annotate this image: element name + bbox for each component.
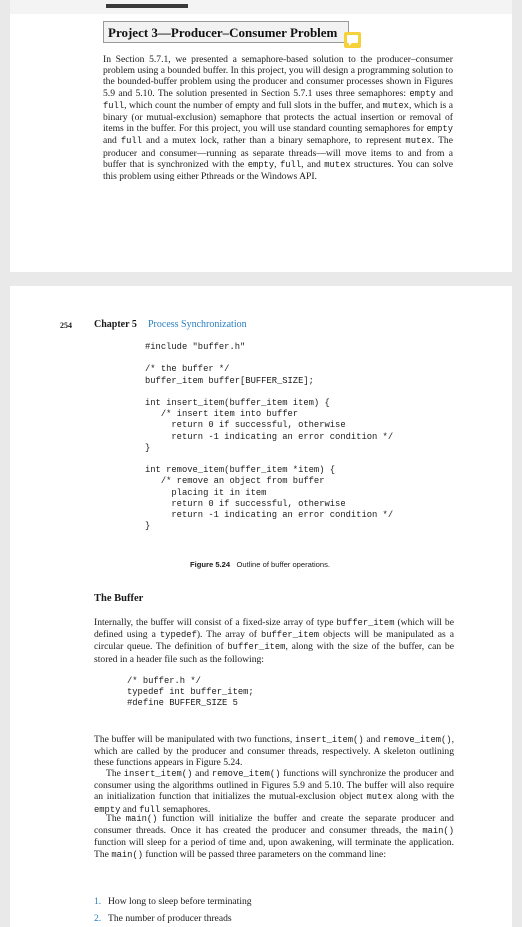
previous-content-band [10, 0, 512, 14]
inline-code: mutex [405, 136, 432, 147]
inline-code: remove_item() [382, 735, 452, 745]
section-heading: The Buffer [94, 593, 144, 604]
comment-icon[interactable] [344, 32, 361, 48]
paragraph-main-function: The main() function will initialize the buffer and create the separate producer and consumer threads. Once it has created the producer and consumer threads, the main() function will sleep for a period of time and, upon awakening, will terminate the application. The main() function will be passed three parameters on the command line: [94, 813, 454, 860]
inline-code: buffer_item [336, 618, 395, 628]
list-item: 2. The number of producer threads [94, 913, 232, 924]
project-description: In Section 5.7.1, we presented a semaphore-based solution to the producer–consumer problem using a bounded buffer. In this project, you will design a programming solution to the bounded-buffer problem using the producer and consumer processes shown in Figures 5.9 and 5.10. The solution presented in Section 5.7.1 uses three semaphores: empty and full, which count the number of empty and full slots in the buffer, and mutex, which is a binary (or mutual-exclusion) semaphore that protects the actual insertion or removal of items in the buffer. For this project, you will use standard counting semaphores for empty and full and a mutex lock, rather than a binary semaphore, to represent mutex. The producer and consumer—running as separate threads—will move items to and from a buffer that is synchronized with the empty, full, and mutex structures. You can solve this problem using either Pthreads or the Windows API. [103, 54, 453, 183]
paragraph-buffer-functions: The buffer will be manipulated with two functions, insert_item() and remove_item(), which are called by the producer and consumer threads, respectively. A skeleton outlining these functions appears in Figure 5.24. [94, 734, 454, 769]
figure-caption-label: Figure 5.24 [190, 560, 231, 569]
inline-code: empty [247, 159, 275, 170]
inline-code: buffer_item [260, 630, 320, 641]
inline-code: full [120, 136, 142, 147]
inline-code: full [279, 159, 302, 170]
code-buffer-operations: #include "buffer.h" /* the buffer */ buffer_item buffer[BUFFER_SIZE]; int insert_item(buffer_item item) { /* insert item into buffer return 0 if successful, otherwise return -1 indicating an error condition */ } int remove_item(buffer_item *item) { /* remove an object from buffer placing it in item return 0 if successful, otherwise return -1 indicating an error condition */ } [145, 342, 394, 532]
inline-code: main() [111, 849, 144, 860]
code-buffer-header: /* buffer.h */ typedef int buffer_item; #define BUFFER_SIZE 5 [127, 676, 254, 709]
project-title: Project 3—Producer–Consumer Problem [108, 25, 338, 40]
figure-caption [190, 560, 330, 569]
list-item: 1. How long to sleep before terminating [94, 896, 252, 907]
inline-code: empty [426, 124, 453, 135]
inline-code: typedef [159, 630, 197, 641]
inline-code: insert_item() [294, 735, 364, 745]
inline-code: insert_item() [123, 769, 193, 779]
inline-code: full [139, 804, 161, 815]
inline-code: empty [409, 88, 436, 99]
paragraph-buffer-internals: Internally, the buffer will consist of a fixed-size array of type buffer_item (which will be defined using a typedef). The array of buffer_item objects will be manipulated as a circular queue. The definition of buffer_item, along with the size of the buffer, can be stored in a header file such as the following: [94, 617, 455, 665]
inline-code: mutex [324, 159, 351, 170]
inline-code: main() [422, 826, 454, 837]
page-2 [10, 286, 512, 927]
inline-code: empty [94, 804, 121, 815]
inline-code: mutex [382, 100, 409, 111]
chapter-title: Process Synchronization [148, 319, 247, 330]
page-number: 254 [60, 321, 72, 330]
command-line-parameters-list [94, 893, 252, 927]
inline-code: remove_item() [211, 769, 281, 779]
paragraph-synchronization: The insert_item() and remove_item() functions will synchronize the producer and consumer using the algorithms outlined in Figures 5.9 and 5.10. The buffer will also require an initialization function that initializes the mutual-exclusion object mutex along with the empty and full semaphores. [94, 768, 455, 815]
figure-caption-text: Outline of buffer operations. [236, 560, 331, 569]
inline-code: mutex [366, 792, 393, 803]
inline-code: main() [125, 814, 158, 824]
chapter-label: Chapter 5 [94, 319, 137, 330]
inline-code: full [103, 100, 125, 111]
page-1 [10, 0, 512, 272]
inline-code: buffer_item [227, 642, 286, 653]
